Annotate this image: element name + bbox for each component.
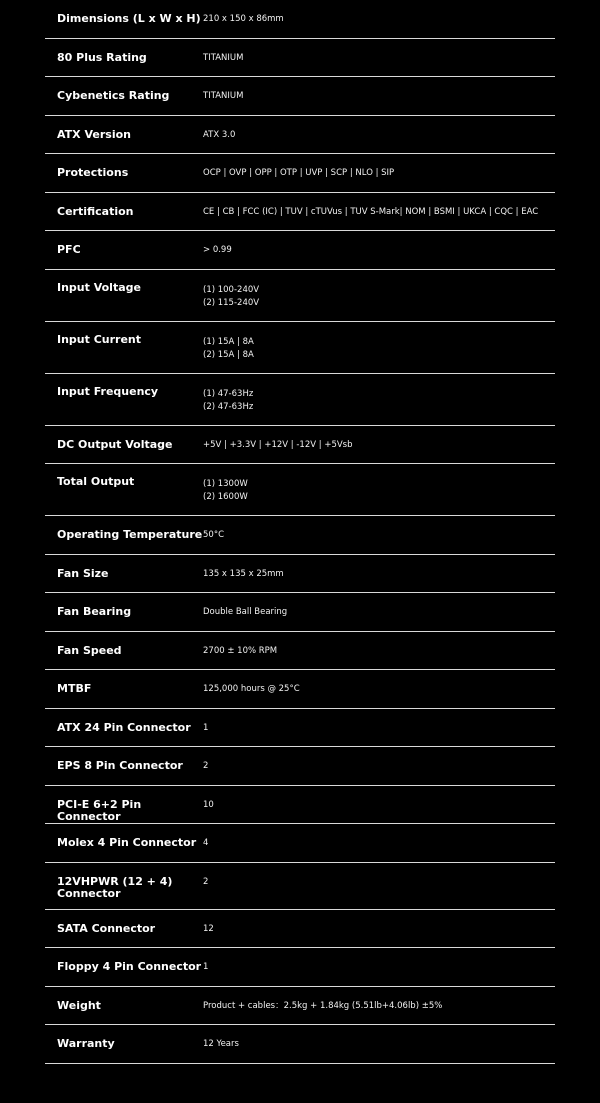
spec-value: 210 x 150 x 86mm [203,14,284,24]
spec-row-atx-version [45,116,555,155]
spec-label: Fan Size [57,566,109,580]
spec-value: Double Ball Bearing [203,607,288,617]
spec-value: 1 [203,962,209,972]
spec-value: OCP | OVP | OPP | OTP | UVP | SCP | NLO | SIP [203,168,395,178]
spec-value: (1) 100-240V (2) 115-240V [203,284,260,308]
spec-row-atx-24-pin-connector [45,709,555,748]
spec-label: Weight [57,998,101,1012]
spec-value: TITANIUM [203,52,244,63]
spec-value: 2700 ± 10% RPM [203,645,278,656]
spec-value: TITANIUM [203,91,244,101]
spec-label: EPS 8 Pin Connector [57,759,183,772]
spec-value: (1) 47-63Hz (2) 47-63Hz [203,388,254,412]
spec-row-sata-connector [45,910,555,949]
spec-row-eps-8-pin-connector [45,747,555,786]
spec-label: PFC [57,243,81,256]
spec-value: > 0.99 [203,245,232,255]
spec-label: ATX 24 Pin Connector [57,720,191,734]
spec-label: Input Current [57,332,142,346]
spec-label: 80 Plus Rating [57,50,147,64]
spec-label: Fan Speed [57,643,122,657]
spec-value: 10 [203,799,214,810]
spec-value: 1 [203,722,209,733]
spec-row-dc-output-voltage [45,426,555,465]
spec-value: 2 [203,876,209,887]
spec-row-cybenetics-rating [45,77,555,116]
spec-row-certification [45,193,555,232]
spec-label: Warranty [57,1037,115,1050]
spec-row-80-plus-rating [45,39,555,78]
spec-value: +5V | +3.3V | +12V | -12V | +5Vsb [203,439,353,450]
spec-value: 4 [203,838,209,848]
spec-row-input-voltage [45,270,555,322]
spec-label: Protections [57,166,129,179]
spec-row-fan-bearing [45,593,555,632]
spec-label: 12VHPWR (12 + 4) Connector [57,874,173,900]
spec-value: 12 Years [203,1039,239,1049]
spec-value: 135 x 135 x 25mm [203,568,284,579]
spec-row-operating-temperature [45,516,555,555]
spec-row-dimensions [45,0,555,39]
spec-row-protections [45,154,555,193]
spec-row-pcie-connector [45,786,555,825]
spec-label: ATX Version [57,127,131,141]
spec-row-fan-size [45,555,555,594]
spec-value: Product + cables：2.5kg + 1.84kg (5.51lb+4.06lb) ±5% [203,1000,443,1011]
spec-value: 2 [203,761,209,771]
spec-row-mtbf [45,670,555,709]
spec-row-12vhpwr-connector [45,863,555,910]
spec-label: PCI-E 6+2 Pin Connector [57,797,142,823]
spec-row-molex-connector [45,824,555,863]
spec-label: Total Output [57,475,135,488]
spec-value: 12 [203,923,214,934]
spec-row-input-current [45,322,555,374]
spec-value: 50°C [203,530,225,540]
spec-label: DC Output Voltage [57,437,173,451]
spec-row-fan-speed [45,632,555,671]
spec-label: Input Frequency [57,384,159,398]
spec-row-floppy-connector [45,948,555,987]
spec-table [45,0,555,1064]
spec-label: Dimensions (L x W x H) [57,12,201,25]
spec-label: Certification [57,204,134,218]
spec-label: Cybenetics Rating [57,89,170,102]
spec-row-total-output [45,464,555,516]
spec-value: (1) 15A | 8A (2) 15A | 8A [203,336,254,360]
spec-label: Molex 4 Pin Connector [57,836,197,849]
spec-label: MTBF [57,682,92,695]
spec-label: Floppy 4 Pin Connector [57,960,202,973]
spec-value: 125,000 hours @ 25°C [203,684,300,694]
spec-row-pfc [45,231,555,270]
spec-label: Input Voltage [57,280,141,294]
spec-row-input-frequency [45,374,555,426]
spec-label: SATA Connector [57,921,156,935]
spec-label: Operating Temperature [57,528,203,541]
spec-value: ATX 3.0 [203,129,236,140]
spec-value: CE | CB | FCC (IC) | TUV | cTUVus | TUV S-Mark| NOM | BSMI | UKCA | CQC | EAC [203,206,539,217]
spec-value: (1) 1300W (2) 1600W [203,479,248,502]
spec-label: Fan Bearing [57,605,132,618]
spec-row-warranty [45,1025,555,1064]
spec-row-weight [45,987,555,1026]
